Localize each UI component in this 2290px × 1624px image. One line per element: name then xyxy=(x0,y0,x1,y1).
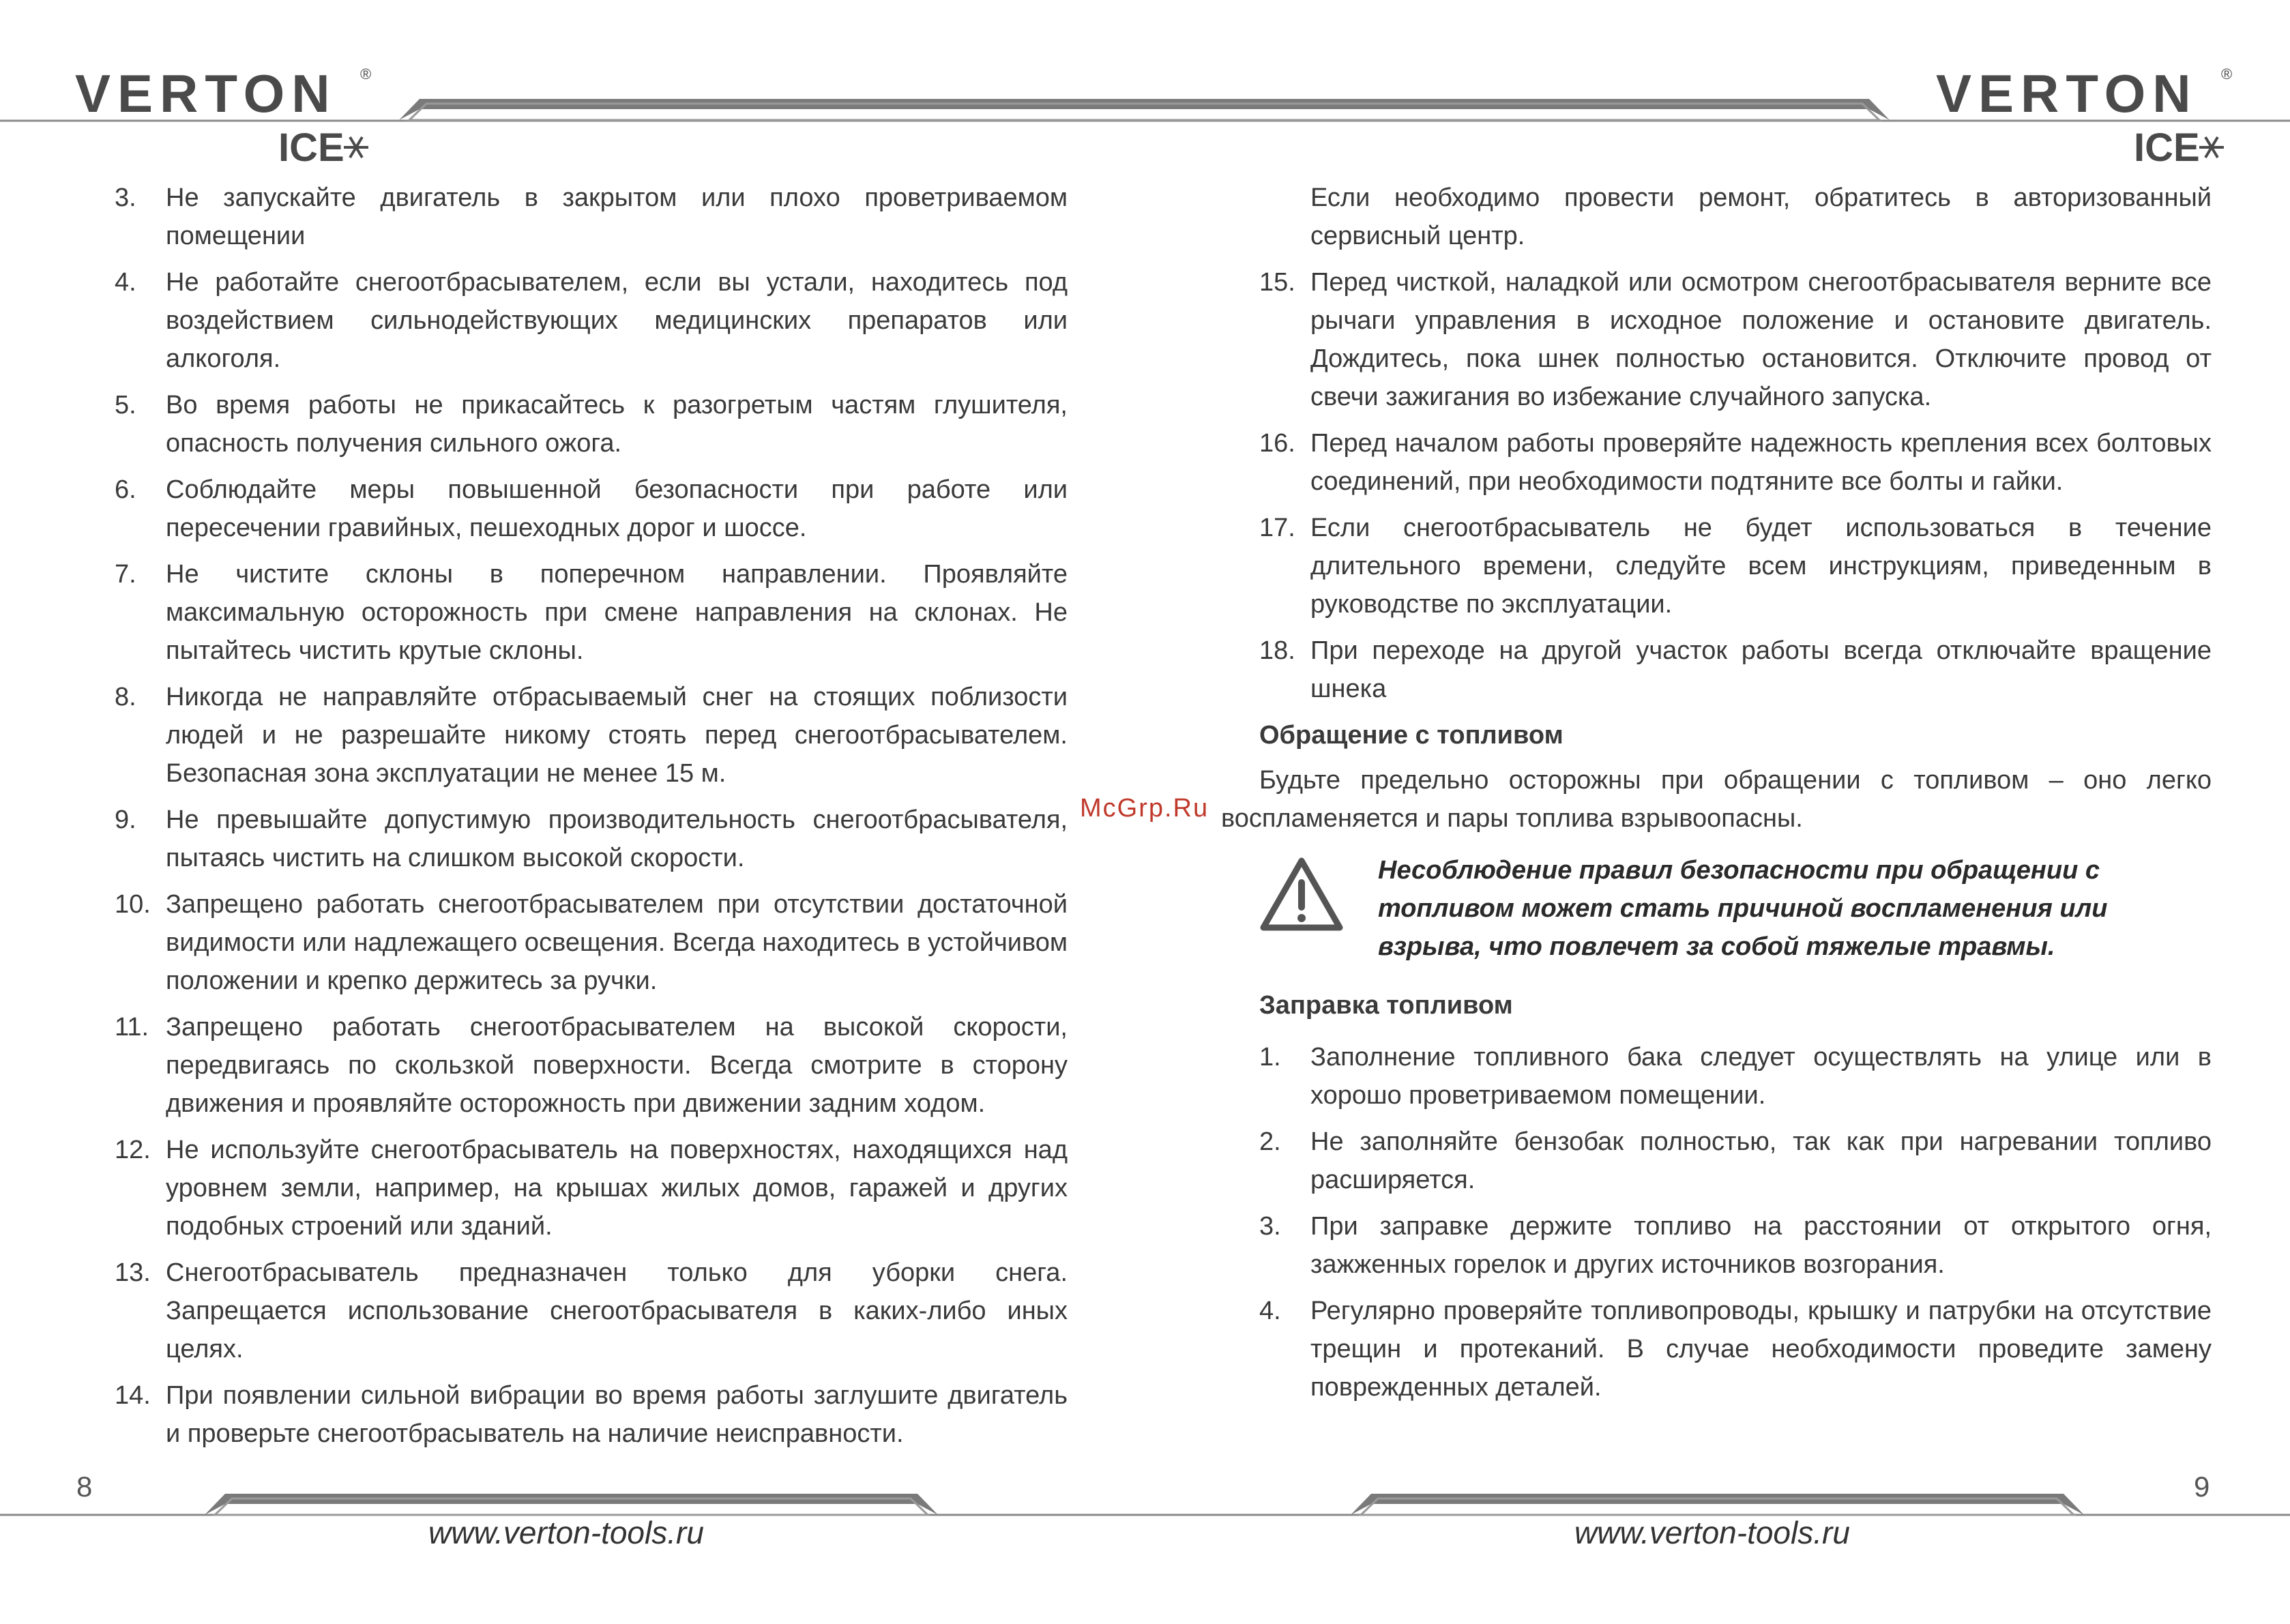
snowflake-icon xyxy=(344,137,368,158)
list-item: 13. Снегоотбрасыватель предназначен только для уборки снега. Запрещается использование снегоотбрасывателя в каких-либо иных целях. xyxy=(115,1258,1068,1363)
svg-text:®: ® xyxy=(360,65,372,83)
page-number-left: 8 xyxy=(76,1471,93,1503)
section-heading-fuel: Обращение с топливом xyxy=(1259,721,1564,750)
svg-text:VERTON: VERTON xyxy=(1936,63,2198,123)
svg-text:ICE: ICE xyxy=(2134,126,2200,169)
svg-text:®: ® xyxy=(2221,65,2233,83)
website-link-left[interactable]: www.verton-tools.ru xyxy=(428,1515,704,1550)
warning-triangle-icon xyxy=(1259,857,1344,944)
list-item: 14. При появлении сильной вибрации во время работы заглушите двигатель и проверьте снегоотбрасыватель на наличие неисправности. xyxy=(115,1381,1068,1448)
warning-text: Несоблюдение правил безопасности при обращении с топливом может стать причиной воспламенения или взрыва, что повлечет за собой тяжелые травмы. xyxy=(1378,856,2108,961)
list-item: 10. Запрещено работать снегоотбрасывателем при отсутствии достаточной видимости или надлежащего освещения. Всегда находитесь в устойчивом положении и крепко держитесь за ручки. xyxy=(115,890,1068,995)
watermark: McGrp.Ru xyxy=(1080,794,1209,823)
left-page-content xyxy=(115,179,1068,1461)
list-item: 9. Не превышайте допустимую производительность снегоотбрасывателя, пытаясь чистить на слишком высокой скорости. xyxy=(115,806,1068,872)
brand-logo-right xyxy=(1936,60,2236,169)
svg-text:ICE: ICE xyxy=(278,126,344,169)
warning-box xyxy=(1221,851,2212,966)
footer-bar-left xyxy=(205,1494,938,1515)
list-item: 12. Не используйте снегоотбрасыватель на поверхностях, находящихся над уровнем земли, например, на крышах жилых домов, гаражей и других подобных строений или зданий. xyxy=(115,1136,1068,1241)
right-page-content xyxy=(1221,179,2212,1415)
list-item: 2. Не заполняйте бензобак полностью, так как при нагревании топливо расширяется. xyxy=(1259,1127,2212,1194)
page-number-right: 9 xyxy=(2194,1471,2210,1503)
refuel-list xyxy=(1221,1038,2212,1406)
section-heading-refuel: Заправка топливом xyxy=(1259,991,1513,1020)
safety-list-right xyxy=(1221,263,2212,708)
svg-text:VERTON: VERTON xyxy=(75,63,337,123)
list-item: 1. Заполнение топливного бака следует осуществлять на улице или в хорошо проветриваемом помещении. xyxy=(1259,1043,2212,1110)
list-item: 6. Соблюдайте меры повышенной безопасности при работе или пересечении гравийных, пешеходных дорог и шоссе. xyxy=(115,475,1068,542)
footer-bar-right xyxy=(1351,1494,2084,1515)
list-item: 17. Если снегоотбрасыватель не будет использоваться в течение длительного времени, следуйте всем инструкциям, приведенным в руководстве по эксплуатации. xyxy=(1259,514,2212,619)
list-item: 3. При заправке держите топливо на расстоянии от открытого огня, зажженных горелок и других источников возгорания. xyxy=(1259,1212,2212,1279)
list-item: 4. Не работайте снегоотбрасывателем, если вы устали, находитесь под воздействием сильнодействующих медицинских препаратов или алкоголя. xyxy=(115,268,1068,373)
list-item: 15. Перед чисткой, наладкой или осмотром снегоотбрасывателя верните все рычаги управления в исходное положение и остановите двигатель. Дождитесь, пока шнек полностью остановится. Отключите провод от свечи зажигания во избежание случайного запуска. xyxy=(1259,268,2212,411)
list-item: 11. Запрещено работать снегоотбрасывателем на высокой скорости, передвигаясь по скользкой поверхности. Всегда смотрите в сторону движения и проявляйте осторожность при движении задним ходом. xyxy=(115,1013,1068,1118)
list-item: 16. Перед началом работы проверяйте надежность крепления всех болтовых соединений, при необходимости подтяните все болты и гайки. xyxy=(1259,429,2212,496)
list-item: 8. Никогда не направляйте отбрасываемый снег на стоящих поблизости людей и не разрешайте никому стоять перед снегоотбрасывателем. Безопасная зона эксплуатации не менее 15 м. xyxy=(115,683,1068,788)
list-item: 7. Не чистите склоны в поперечном направлении. Проявляйте максимальную осторожность при смене направления на склонах. Не пытайтесь чистить крутые склоны. xyxy=(115,560,1068,665)
list-item: 3. Не запускайте двигатель в закрытом или плохо проветриваемом помещении xyxy=(115,183,1068,250)
list-item: 5. Во время работы не прикасайтесь к разогретым частям глушителя, опасность получения сильного ожога. xyxy=(115,391,1068,458)
list-item: 18. При переходе на другой участок работы всегда отключайте вращение шнека xyxy=(1259,636,2212,703)
fuel-paragraph: Будьте предельно осторожны при обращении с топливом – оно легко воспламеняется и пары топлива взрывоопасны. xyxy=(1221,766,2212,833)
list-item-continuation: Если необходимо провести ремонт, обратитесь в авторизованный сервисный центр. xyxy=(1310,183,2212,250)
list-item: 4. Регулярно проверяйте топливопроводы, крышку и патрубки на отсутствие трещин и протеканий. В случае необходимости проведите замену поврежденных деталей. xyxy=(1259,1297,2212,1402)
header-bar xyxy=(399,99,1890,120)
safety-list-left xyxy=(115,179,1068,1453)
website-link-right[interactable]: www.verton-tools.ru xyxy=(1574,1515,1850,1550)
snowflake-icon xyxy=(2199,137,2224,158)
brand-logo-left xyxy=(75,60,375,169)
